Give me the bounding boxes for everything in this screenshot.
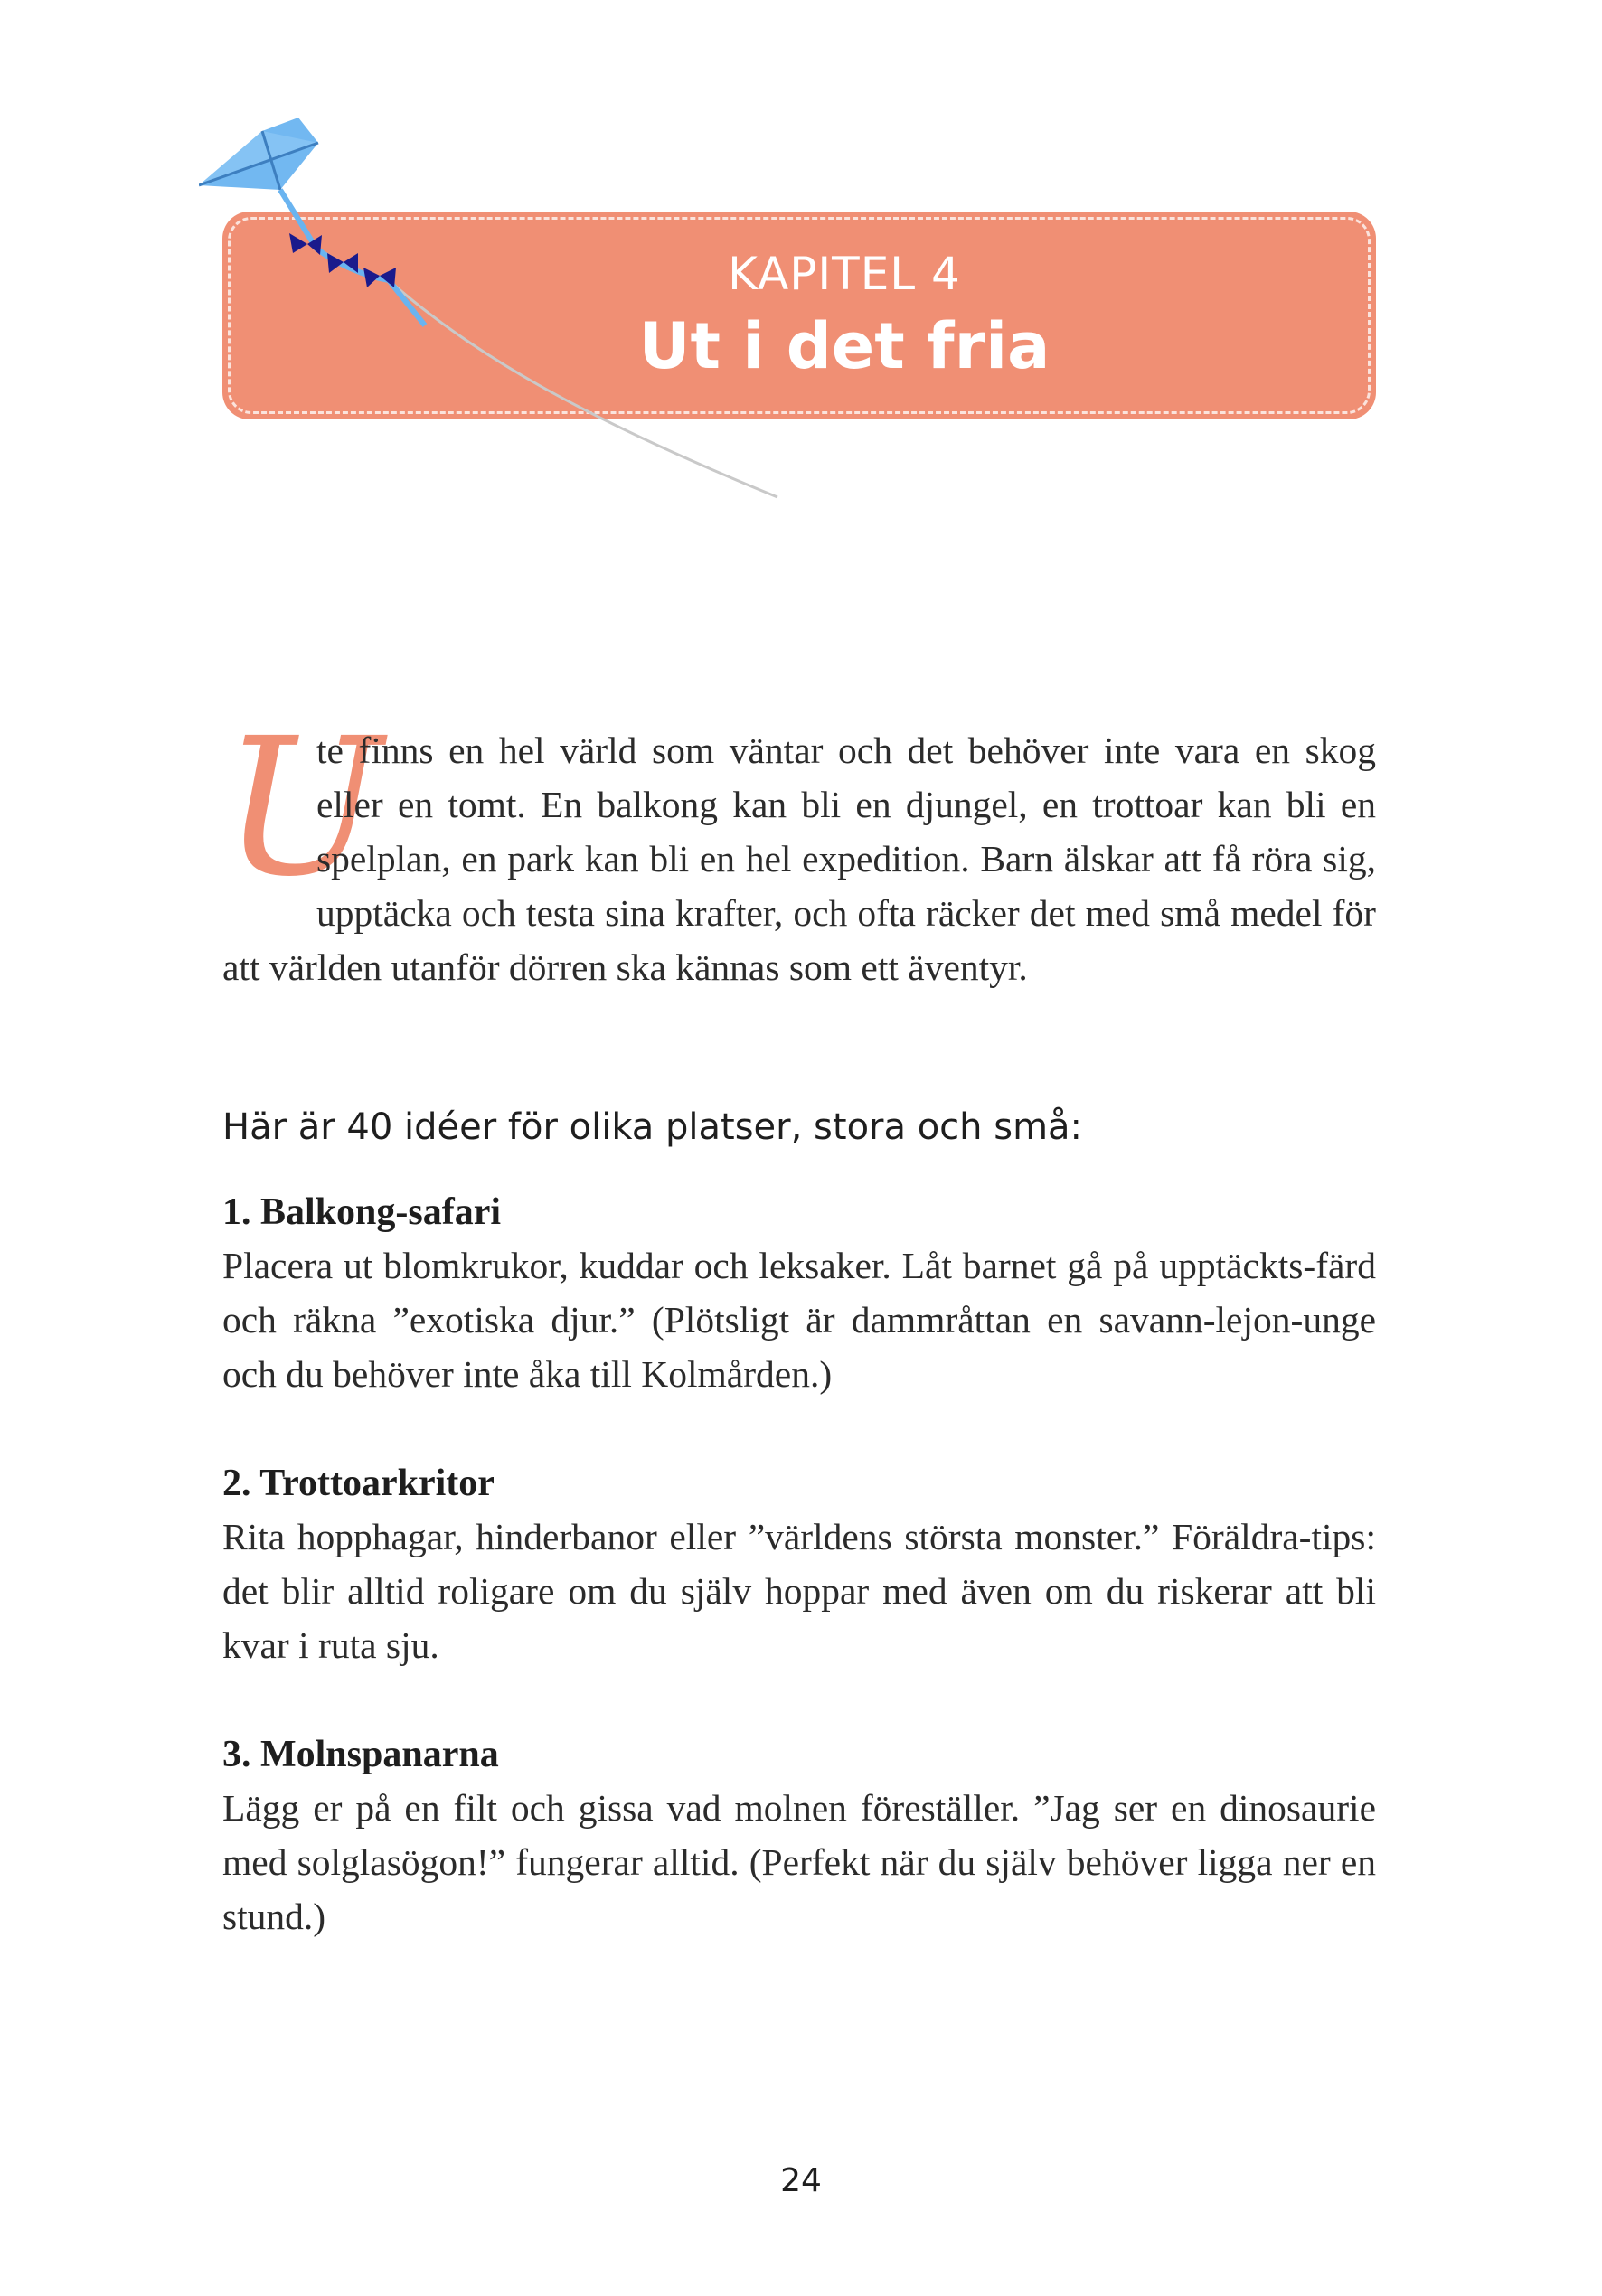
- idea-item: [222, 1186, 1376, 1401]
- idea-text: Lägg er på en filt och gissa vad molnen föreställer. ”Jag ser en dinosaurie med solglasögon!” fungerar alltid. (Perfekt när du själv behöver ligga ner en stund.): [222, 1787, 1376, 1937]
- ideas-heading: Här är 40 idéer för olika platser, stora och små:: [222, 1106, 1083, 1148]
- intro-text: te finns en hel värld som väntar och det behöver inte vara en skog eller en tomt. En balkong kan bli en djungel, en trottoar kan bli en spelplan, en park kan bli en hel expedition. Barn älskar att få röra sig, upptäcka och testa sina krafter, och ofta räcker det med små medel för att världen utanför dörren ska kännas som ett äventyr.: [222, 729, 1376, 988]
- chapter-label: KAPITEL 4: [728, 248, 961, 300]
- intro-paragraph: [222, 697, 1376, 994]
- idea-item: [222, 1728, 1376, 1943]
- idea-item: [222, 1457, 1376, 1672]
- chapter-title: Ut i det fria: [638, 309, 1051, 383]
- drop-cap: U: [222, 697, 382, 918]
- page-number: 24: [780, 2162, 822, 2199]
- kite-illustration: [199, 118, 814, 515]
- idea-text: Rita hopphagar, hinderbanor eller ”världens största monster.” Föräldra-tips: det blir alltid roligare om du själv hoppar med även om du riskerar att bli kvar i ruta sju.: [222, 1516, 1376, 1666]
- idea-title: 2. Trottoarkritor: [222, 1463, 495, 1504]
- idea-text: Placera ut blomkrukor, kuddar och leksaker. Låt barnet gå på upptäckts-färd och räkna ”exotiska djur.” (Plötsligt är dammråttan en savann-lejon-unge och du behöver inte åka till Kolmården.): [222, 1245, 1376, 1395]
- idea-title: 3. Molnspanarna: [222, 1734, 499, 1775]
- idea-title: 1. Balkong-safari: [222, 1191, 502, 1233]
